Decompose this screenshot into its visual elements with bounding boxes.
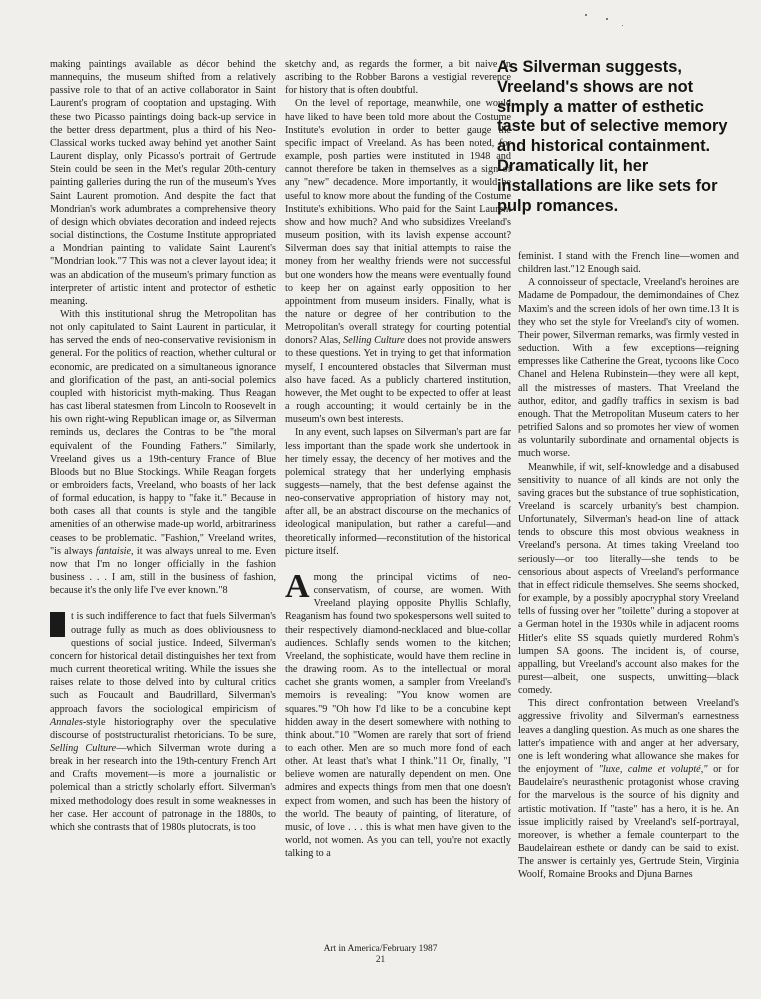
text: On the level of reportage, meanwhile, one would have liked to have been told more about the Costume Institute's evolution in order to better gauge the specific impact of Vreeland. As has been noted, for example, posh parties were instituted in 1948 and cannot therefore be taken in themselves as a sign of any "new" decadence. More importantly, it would be useful to know more about the funding of the Costume Institute's exhibitions. Who paid for the Saint Laurent show and how much? And who subsidizes Vreeland's museum position, with its lavish expense account? Silverman does say that initial attempts to raise the money from her wealthy friends were not successful but one wonders how the means were eventually found to keep her on against early opposition to her appointment from museum insiders. Finally, what is the nature or degree of her contribution to the Metropolitan's overall strategy for courting potential donors? Alas,	[285, 98, 511, 347]
paragraph	[518, 697, 739, 881]
pull-quote: As Silverman suggests, Vreeland's shows are not simply a matter of esthetic taste but of selective memory and historical containment. Dramatically lit, her installations are like sets for pulp romances.	[497, 58, 728, 215]
paragraph: sketchy and, as regards the former, a bit naive in ascribing to the Robber Barons a vestigial reverence for history that is often doubtful.	[285, 59, 511, 97]
emphasis: Annales	[50, 716, 83, 728]
paragraph	[285, 97, 511, 426]
column-middle	[285, 58, 511, 860]
emphasis: Selling Culture	[50, 742, 117, 754]
text: does not provide answers to these questions. Yet in trying to get that information myself, I encountered obstacles that Silverman must also have faced. As a publicly chartered institution, however, the Met ought to be expected to offer at least a rough accounting; it would certainly be in the museum's own best interests.	[285, 335, 511, 426]
paragraph-dropcap	[50, 610, 276, 834]
paragraph: Meanwhile, if wit, self-knowledge and a disabused sensitivity to nuance of all kinds are not only the saving graces but the substance of true sophistication, Vreeland is scarcely urbanity's best champion. Unfortunately, Silverman's head-on line of attack tends to obscure this most obvious weakness in Vreeland's persona. At times taking Vreeland too seriously—or too literally—she tends to be censorious about aspects of Vreeland's performance that in effect ridicule themselves. She seems shocked, for example, by a possibly apocryphal story Vreeland tells of fussing over her "toilette" during a stopover at a German hotel in the 1930s while in adjacent rooms Hitler's elite SS squads quietly murdered Rohm's lumpen SA goons. The incident is, of course, appalling, but Vreeland's account also makes for the purest—albeit, one suspects, unwitting—black comedy.	[518, 461, 739, 697]
scan-speck	[606, 18, 608, 20]
page-number: 21	[375, 955, 386, 965]
page-footer	[0, 944, 761, 966]
scan-speck	[585, 14, 587, 16]
emphasis: Selling Culture	[343, 335, 405, 347]
text: This direct confrontation between Vreeland's aggressive frivolity and Silverman's earnestness leaves a dangling question. As much as one shares the latter's impatience with and anger at her adversary, one is left wondering what allowance she makes for the enjoyment of	[518, 698, 739, 776]
text: , it was always unreal to me. Even now that I'm no longer officially in the fashion business . . . I am, still in the business of fashion, because it's the only life I've ever known."8	[50, 545, 276, 597]
paragraph	[50, 308, 276, 597]
text: mong the principal victims of neo-conservatism, of course, are women. With Vreeland playing opposite Phyllis Schlafly, Reaganism has found two spokespersons well suited to their respectively diamond-necklaced and blue-collar audiences. Schlafly sends women to the kitchen; Vreeland, the sophisticate, would have them recline in the drawing room. As to the intellectual or moral cachet she grants women, a sampler from Vreeland's memoirs is revealing: "You know women are squares."9 "Oh how I'd like to be a concubine kept hidden away in the desert somewhere with nothing to think about."10 "Women are rarely that sort of friend to each other. Men are so much more fond of each other. At least that's what I think."11 Or, finally, "I believe women are naturally dependent on men. One admires and expects things from men that one doesn't expect from women, and such has been the history of the world. The beauty of painting, of literature, of music, of love . . . this is what men have given to the world, not women. As you can tell, you're not exactly talking to a	[285, 571, 511, 860]
text: t is such indifference to fact that fuels Silverman's outrage fully as much as does obliviousness to questions of social justice. Indeed, Silverman's concern for historical detail distinguishes her text from much current theoretical writing. While the issues she raises relate to those delved into by cultural critics such as Foucault and Baudrillard, Silverman's approach favors the sociological empiricism of	[50, 611, 276, 715]
text: or for Baudelaire's neurasthenic protagonist whose craving for the marvelous is the source of his dignity and artistic motivation. If "taste" has a hero, it is he. An issue implicitly raised by Vreeland's self-portrayal, moreover, is whether a female counterpart to the Baudelairean esthete or dandy can be said to exist. The answer is certainly yes, Gertrude Stein, Virginia Woolf, Romaine Brooks and Djuna Barnes	[518, 764, 739, 881]
text: With this institutional shrug the Metropolitan has not only capitulated to Saint Laurent in particular, it has served the ends of neo-conservative revisionism in general. For the politics of reaction, whether cultural or economic, are predicated on a simultaneous ignorance and glorification of the past, an anti-social polemics coupled with historicist myth-making. Thus Reagan has cast liberal statesmen from Lincoln to Roosevelt in his own right-wing Republican image or, as Silverman reminds us, declares the Contras to be "the moral equivalent of the Founding Fathers." Similarly, Vreeland gives us a 19th-century France of Blue Bloods but no Blue Stockings. While Reagan forgets or embroiders facts, Vreeland, who boasts of her lack of formal education, is happy to "fake it." Because in both cases all that counts is style and the tangible amenities of an otherwise made-up world, arbitrariness ceases to be problematic. "Fashion," Vreeland writes, "is always	[50, 308, 276, 557]
column-right	[518, 250, 739, 882]
paragraph: feminist. I stand with the French line—women and children last."12 Enough said.	[518, 251, 739, 276]
drop-cap: A	[285, 567, 310, 605]
paragraph-dropcap	[285, 567, 511, 860]
scan-speck	[622, 25, 623, 26]
paragraph: A connoisseur of spectacle, Vreeland's heroines are Madame de Pompadour, the demimondaines of Chez Maxim's and the screen idols of her own time.13 It is they who set the style for Vreeland's city of women. Their power, Silverman remarks, was firmly vested in seduction. With a few exceptions—reigning empresses like Catherine the Great, tycoons like Coco Chanel and Helena Rubinstein—they were all kept, all the mistresses of masters. That Vreeland the author, editor, and gadfly traffics in sexism is bad enough. That the Metropolitan Museum caters to her petrified Salons and so promotes her view of women as voluntarily subordinate and ornamental objects is much worse.	[518, 277, 739, 460]
section-marker	[50, 612, 65, 637]
publication-line: Art in America/February 1987	[323, 944, 438, 954]
paragraph: In any event, such lapses on Silverman's part are far less important than the spade work she undertook in her timely essay, the decency of her motives and the polemical strategy that her underlying emphasis suggests—namely, that the best defense against the neo-conservative appropriation of history may not, after all, be an abstract discourse on the mechanics of ideological manipulation, but rather a careful—and theoretically informed—reconstitution of the historical picture itself.	[285, 427, 511, 557]
emphasis: "luxe, calme et volupté,"	[598, 764, 708, 776]
emphasis: fantaisie	[95, 545, 132, 557]
text: —which Silverman wrote during a break in her research into the 19th-century French Art and Crafts movement—is more a journalistic or polemical than a strictly scholarly effort. Silverman's mixed methodology does result in some weaknesses in her case. Her account of patronage in the 1880s, to which she contrasts that of 1980s plutocrats, is too	[50, 742, 276, 833]
text: -style historiography over the speculative discourse of poststructuralist rhetoricians. To be sure,	[50, 716, 276, 741]
paragraph: making paintings available as décor behind the mannequins, the museum shifted from a relatively passive role to that of an active collaborator in Saint Laurent's program of cooptation and upstaging. With these two Picasso paintings doing back-up service in the better dress department, plus a third of his Neo-Classical works tucked away behind yet another Saint Laurent display, only Picasso's portrait of Gertrude Stein could be seen in the Met's regular 20th-century painting galleries during the run of the museum's Yves Saint Laurent promotion. And despite the fact that Mondrian's work adumbrates a comprehensive theory of design which obviates decoration and indeed rejects social distinctions, the Costume Institute appropriated a Mondrian painting to validate Saint Laurent's "Mondrian look."7 This was not a clever layout idea; it was an abdication of the museum's primary function as interpreter of artistic intent and protector of esthetic meaning.	[50, 59, 276, 307]
column-left	[50, 58, 276, 834]
